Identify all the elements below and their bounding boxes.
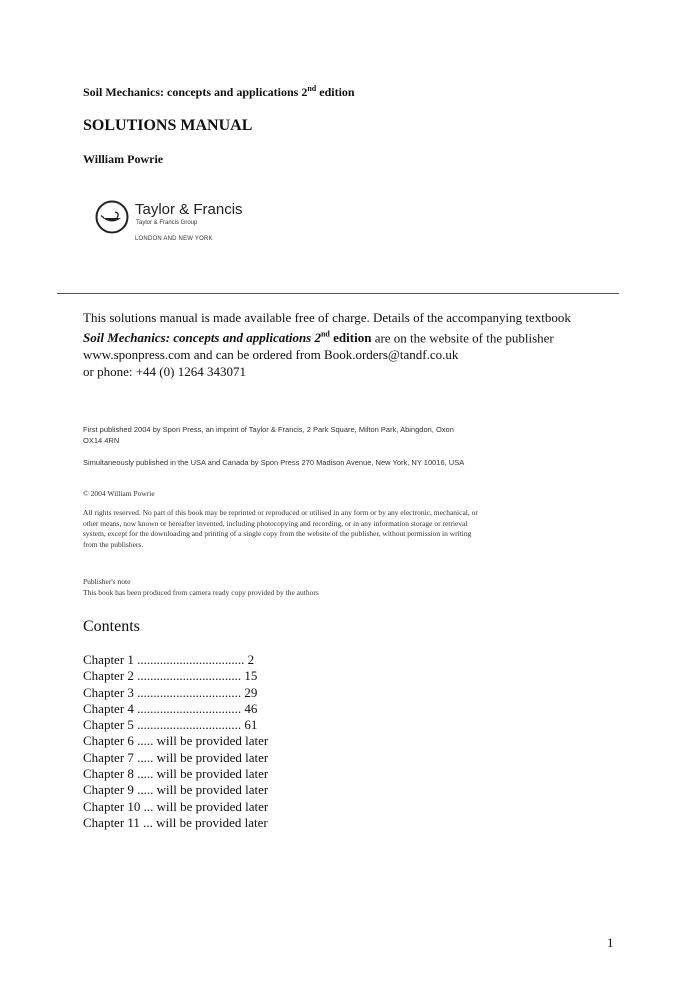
toc-entry-chapter-10: Chapter 10 ... will be provided later [83, 798, 269, 814]
copyright-line: © 2004 William Powrie [83, 489, 155, 498]
lamp-icon [95, 200, 129, 234]
publisher-group: Taylor & Francis Group [136, 220, 198, 226]
notice-line-3: www.sponpress.com and can be ordered from Book.orders@tandf.co.uk [83, 347, 459, 363]
manual-title: SOLUTIONS MANUAL [83, 117, 253, 134]
notice-line-2-rest: are on the website of the publisher [371, 330, 554, 346]
simultaneous-publication-note: Simultaneously published in the USA and Canada by Spon Press 270 Madison Avenue, New York, NY 10016, USA [83, 458, 465, 467]
notice-edition-superscript: nd [320, 330, 330, 339]
divider-rule [57, 293, 619, 294]
contents-heading: Contents [83, 618, 140, 635]
page-number: 1 [607, 935, 614, 950]
toc-entry-chapter-2: Chapter 2 ................................ 15 [83, 668, 258, 684]
author-name: William Powrie [83, 152, 164, 166]
publisher-cities: LONDON AND NEW YORK [135, 236, 213, 242]
toc-entry-chapter-1: Chapter 1 ................................. 2 [83, 652, 255, 667]
table-of-contents [83, 652, 268, 831]
publisher-logo [95, 198, 255, 248]
book-title-text: Soil Mechanics: concepts and applications 2 [83, 85, 308, 99]
edition-word: edition [316, 85, 355, 99]
book-title [83, 84, 355, 100]
notice-book-title: Soil Mechanics: concepts and applications 2 [83, 330, 321, 346]
toc-entry-chapter-11: Chapter 11 ... will be provided later [83, 814, 268, 830]
toc-entry-chapter-3: Chapter 3 ................................ 29 [83, 684, 258, 700]
first-published-note: First published 2004 by Spon Press, an imprint of Taylor & Francis, 2 Park Square, Milton Park, Abingdon, Oxon OX14 4RN [83, 425, 454, 445]
toc-entry-chapter-5: Chapter 5 ................................ 61 [83, 717, 258, 733]
toc-entry-chapter-9: Chapter 9 ..... will be provided later [83, 782, 269, 798]
toc-entry-chapter-7: Chapter 7 ..... will be provided later [83, 749, 269, 765]
publisher-note-label: Publisher's note [83, 577, 131, 586]
notice-edition-word: edition [329, 330, 372, 346]
notice-line-1: This solutions manual is made available free of charge. Details of the accompanying textbook [83, 310, 571, 325]
toc-entry-chapter-6: Chapter 6 ..... will be provided later [83, 733, 269, 749]
notice-line-4: or phone: +44 (0) 1264 343071 [83, 364, 246, 380]
toc-entry-chapter-4: Chapter 4 ................................ 46 [83, 700, 258, 716]
notice-line-2 [83, 326, 623, 346]
rights-reserved-text: All rights reserved. No part of this book may be reprinted or reproduced or utilised in any form or by any electronic, mechanical, or other means, now known or hereafter invented, including photocopying and recording, or in any information storage or retrieval system, except for the downloading and printing of a single copy from the website of the publisher, without permission in writing from the publishers. [83, 508, 478, 549]
toc-entry-chapter-8: Chapter 8 ..... will be provided later [83, 766, 269, 782]
availability-notice [83, 309, 623, 380]
edition-superscript: nd [307, 84, 317, 93]
publisher-note-text: This book has been produced from camera ready copy provided by the authors [83, 588, 319, 597]
publisher-name: Taylor & Francis [135, 201, 243, 218]
